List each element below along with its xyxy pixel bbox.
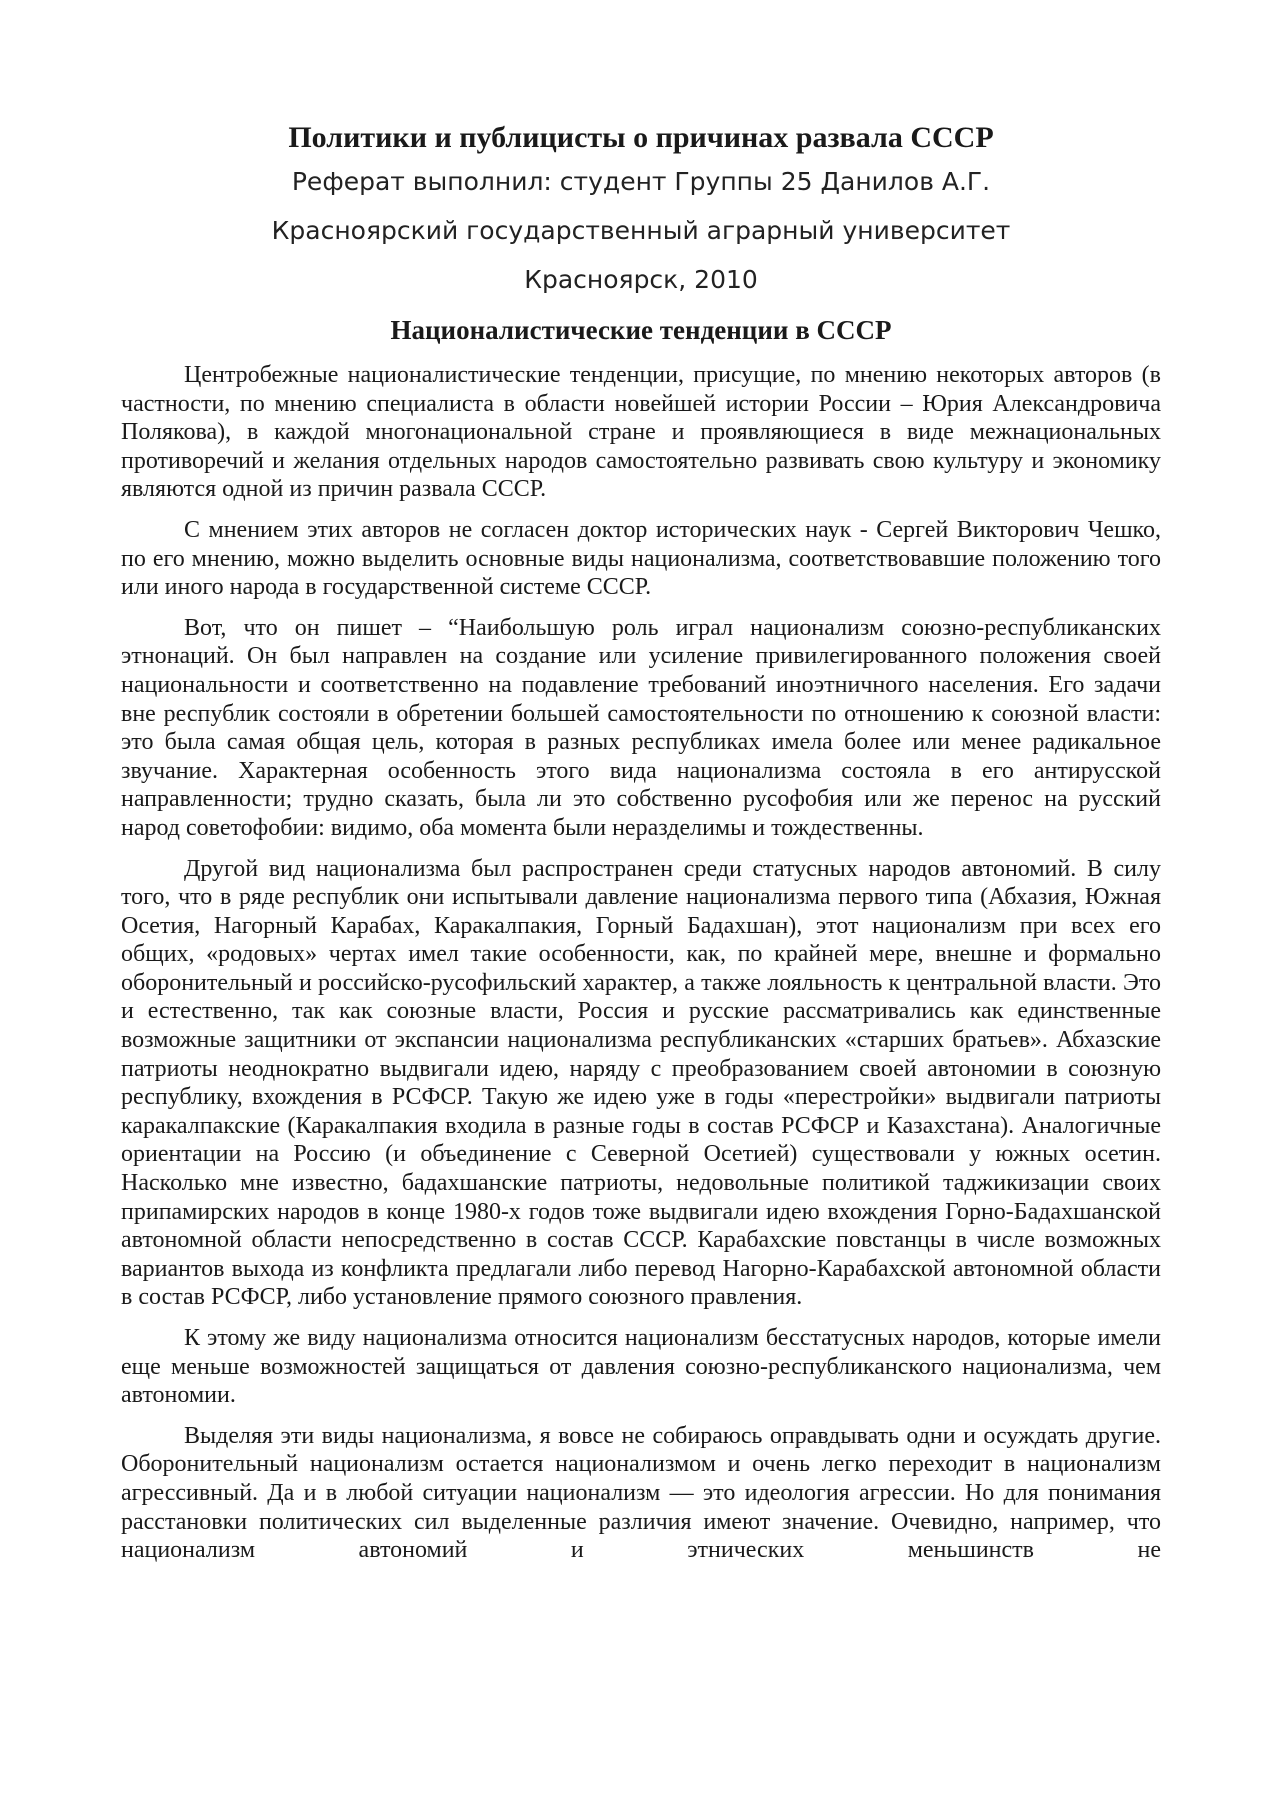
paragraph: К этому же виду национализма относится национализм бесстатусных народов, которые имели еще меньше возможностей защищаться от давления союзно-республиканского национализма, чем автономии. [121,1325,1161,1409]
paragraph: Другой вид национализма был распространен среди статусных народов автономий. В силу того, что в ряде республик они испытывали давление национализма первого типа (Абхазия, Южная Осетия, Нагорный Карабах, Каракалпакия, Горный Бадахшан), этот национализм при всех его общих, «родовых» чертах имел такие особенности, как, по крайней мере, внешне и формально оборонительный и российско-русофильский характер, а также лояльность к центральной власти. Это и естественно, так как союзные власти, Россия и русские рассматривались как единственные возможные защитники от экспансии национализма республиканских «старших братьев». Абхазские патриоты неоднократно выдвигали идею, наряду с преобразованием своей автономии в союзную республику, вхождения в РСФСР. Такую же идею уже в годы «перестройки» выдвигали патриоты каракалпакские (Каракалпакия входила в разные годы в состав РСФСР и Казахстана). Аналогичные ориентации на Россию (и объединение с Северной Осетией) существовали у южных осетин. Насколько мне известно, бадахшанские патриоты, недовольные политикой таджикизации своих припамирских народов в конце 1980-х годов тоже выдвигали идею вхождения Горно-Бадахшанской автономной области непосредственно в состав СССР. Карабахские повстанцы в числе возможных вариантов выхода из конфликта предлагали либо перевод Нагорно-Карабахской автономной области в состав РСФСР, либо установление прямого союзного правления. [121,855,1161,1311]
paragraph: Вот, что он пишет – “Наибольшую роль играл национализм союзно-республиканских этнонаций. Он был направлен на создание или усиление привилегированного положения своей национальности и соответственно на подавление требований иноэтничного населения. Его задачи вне республик состояли в обретении большей самостоятельности по отношению к союзной власти: это была самая общая цель, которая в разных республиках имела более или менее радикальное звучание. Характерная особенность этого вида национализма состояла в его антирусской направленности; трудно сказать, была ли это собственно русофобия или же перенос на русский народ советофобии: видимо, оба момента были неразделимы и тождественны. [121,614,1161,841]
paragraph: Центробежные националистические тенденции, присущие, по мнению некоторых авторов (в частности, по мнению специалиста в области новейшей истории России – Юрия Александровича Полякова), в каждой многонациональной стране и проявляющиеся в виде межнациональных противоречий и желания отдельных народов самостоятельно развивать свою культуру и экономику являются одной из причин развала СССР. [121,362,1161,503]
paragraph: С мнением этих авторов не согласен доктор исторических наук - Сергей Викторович Чешко, по его мнению, можно выделить основные виды национализма, соответствовавшие положению того или иного народа в государственной системе СССР. [121,516,1161,601]
author-line: Реферат выполнил: студент Группы 25 Данилов А.Г. [291,167,991,196]
place-year-line: Красноярск, 2010 [524,265,758,294]
paragraph: Выделяя эти виды национализма, я вовсе не собираюсь оправдывать одни и осуждать другие. Оборонительный национализм остается национализмом и очень легко переходит в национализм агрессивный. Да и в любой ситуации национализм — это идеология агрессии. Но для понимания расстановки политических сил выделенные различия имеют значение. Очевидно, например, что национализм автономий и этнических меньшинств не [121,1422,1161,1564]
document-page [121,120,1161,1577]
document-title: Политики и публицисты о причинах развала СССР [288,121,994,154]
institution-line: Красноярский государственный аграрный университет [271,216,1011,245]
section-title: Националистические тенденции в СССР [390,315,892,345]
